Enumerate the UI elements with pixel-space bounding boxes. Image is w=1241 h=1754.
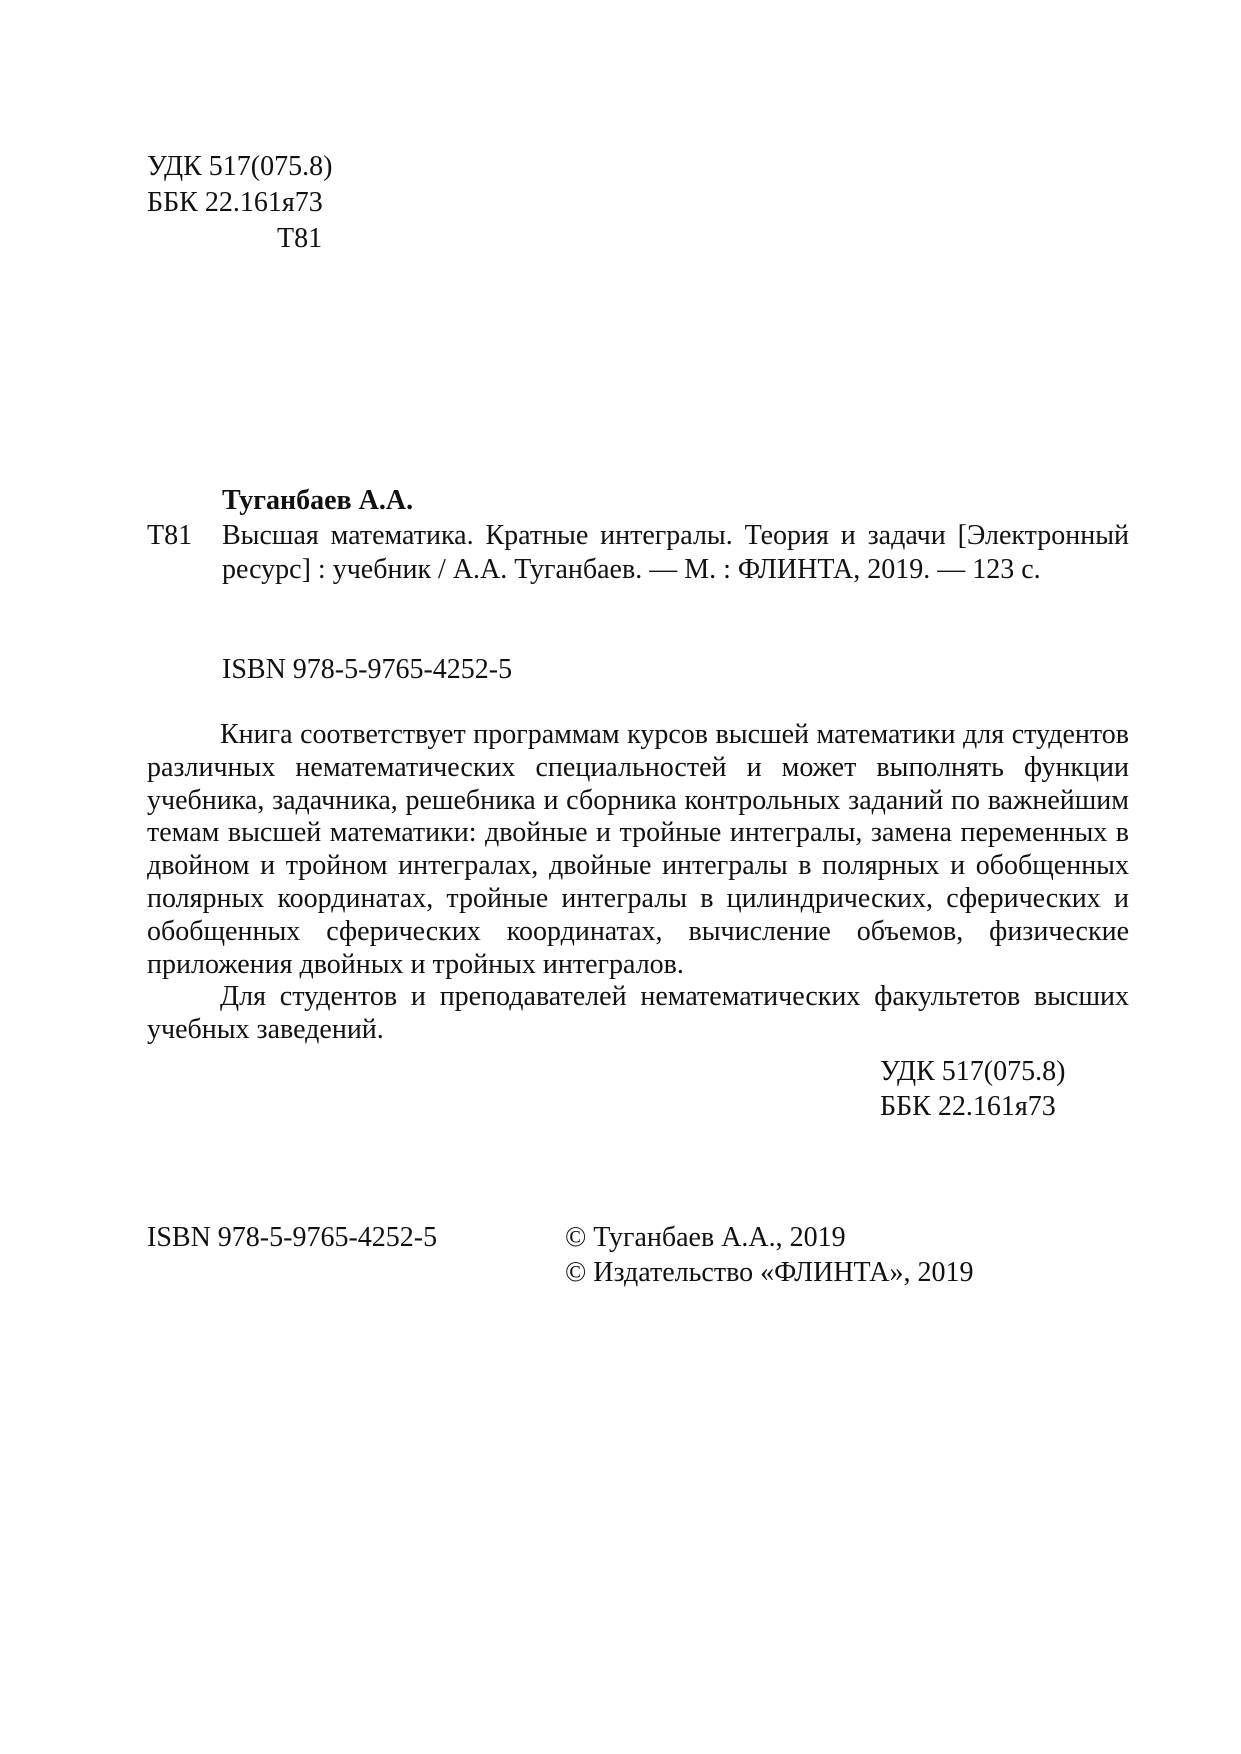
annotation-paragraph-2: Для студентов и преподавателей нематематических факультетов высших учебных заведений. bbox=[147, 981, 1129, 1046]
bbk-code-annotation: ББК 22.161я73 bbox=[880, 1091, 1056, 1122]
udk-code-annotation: УДК 517(075.8) bbox=[880, 1056, 1066, 1087]
isbn-record: ISBN 978-5-9765-4252-5 bbox=[222, 654, 513, 685]
author-name: Туганбаев А.А. bbox=[222, 485, 414, 516]
annotation-paragraph-1: Книга соответствует программам курсов высшей математики для студентов различных нематематических специальностей и может выполнять функции учебника, задачника, решебника и сборника контрольных заданий по важнейшим темам высшей математики: двойные и тройные интегралы, замена переменных в двойном и тройном интегралах, двойные интегралы в полярных и обобщенных полярных координатах, тройные интегралы в цилиндрических, сферических и обобщенных сферических координатах, вычисление объемов, физические приложения двойных и тройных интегралов. bbox=[147, 719, 1129, 980]
copyright-publisher: © Издательство «ФЛИНТА», 2019 bbox=[565, 1257, 974, 1288]
bbk-code-top: ББК 22.161я73 bbox=[147, 187, 323, 218]
author-mark: Т81 bbox=[147, 520, 193, 551]
copyright-author: © Туганбаев А.А., 2019 bbox=[565, 1222, 846, 1253]
annotation bbox=[147, 719, 1129, 1047]
author-mark-top: Т81 bbox=[277, 223, 323, 254]
udk-code-top: УДК 517(075.8) bbox=[147, 151, 333, 182]
bibliographic-description: Высшая математика. Кратные интегралы. Теория и задачи [Электронный ресурс] : учебник / А.А. Туганбаев. — М. : ФЛИНТА, 2019. — 123 с. bbox=[222, 520, 1129, 585]
isbn-footer: ISBN 978-5-9765-4252-5 bbox=[147, 1222, 438, 1253]
